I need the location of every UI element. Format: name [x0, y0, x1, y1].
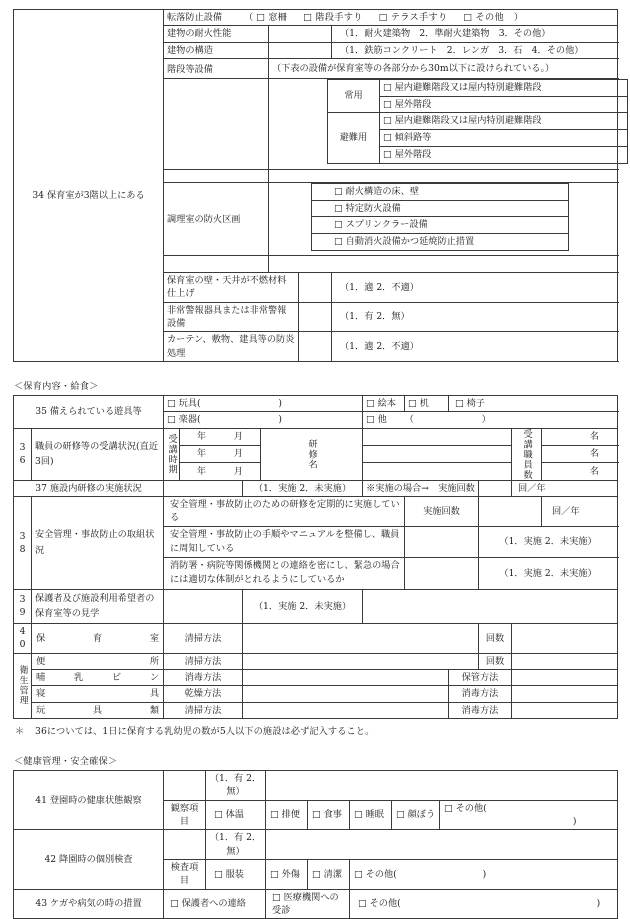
input-39[interactable] — [164, 589, 243, 623]
paren-close: ） — [513, 12, 523, 23]
row-number-38: 38 — [14, 497, 32, 590]
checkbox-fukusou[interactable]: □ 服装 — [206, 860, 266, 890]
footnote-text: 36については、1日に保育する乳幼児の数が5人以下の施設は必ず記入すること。 — [35, 726, 375, 738]
row-label-41: 41 登園時の健康状態観察 — [14, 771, 164, 830]
note-37: ※実施の場合→ 実施回数 — [363, 480, 479, 496]
hygiene-item-4: 玩 具 類 — [32, 702, 164, 718]
table-row — [14, 480, 618, 496]
options-37: （1．実施 2．未実施） — [243, 480, 363, 496]
hygiene-method-label-4: 清掃方法 — [164, 702, 243, 718]
checkbox-tokutei-bouka[interactable]: □ 特定防火設備 — [312, 200, 569, 217]
options-42: （1．有 2．無） — [206, 830, 266, 860]
safety-text-0: 安全管理・事故防止のための研修を定期的に実施している — [164, 497, 405, 527]
safety-options-1: （1．実施 2．未実施） — [479, 526, 618, 558]
free-41[interactable] — [266, 771, 618, 801]
count-unit-1[interactable]: 名 — [542, 446, 618, 463]
stairs-group-joyou-label: 常用 — [328, 79, 380, 113]
col-period-36: 受講時期 — [164, 428, 180, 480]
table-childcare — [13, 395, 618, 719]
table-row — [14, 497, 618, 527]
options-39: （1．実施 2．未実施） — [243, 589, 363, 623]
hygiene-method-value-1[interactable] — [243, 653, 479, 669]
row-label-39: 保護者及び施設利用希望者の保育室等の見学 — [32, 589, 164, 623]
stairs-group-hinan-label: 避難用 — [328, 113, 380, 163]
checkbox-gaishou[interactable]: □ 外傷 — [266, 860, 308, 890]
items-label-42: 検査項目 — [164, 860, 206, 890]
period-cell-2[interactable] — [180, 463, 261, 480]
instrument-paren-close: ) — [278, 414, 282, 426]
row-number-39: 39 — [14, 589, 32, 623]
checkbox-terrace-tesuri[interactable]: □ テラス手すり — [378, 12, 448, 23]
table-row — [14, 771, 618, 801]
input-41[interactable] — [164, 771, 206, 801]
checkbox-suimin[interactable]: □ 睡眠 — [350, 800, 392, 830]
footnote-mark: ＊ — [15, 726, 25, 738]
row-label-43: 43 ケガや病気の時の措置 — [14, 889, 164, 919]
row-label-42: 42 降園時の個別検査 — [14, 830, 164, 889]
checkbox-hogosha-renraku[interactable]: □ 保護者への連絡 — [164, 889, 266, 919]
row-label-37: 37 施設内研修の実施状況 — [14, 480, 164, 496]
safety-input-2[interactable] — [405, 558, 479, 590]
stairs-groups — [269, 78, 618, 169]
checkbox-jidou-shouka[interactable]: □ 自動消火設備かつ延焼防止措置 — [312, 234, 569, 251]
table-section-34 — [13, 9, 618, 362]
checkbox-hinan-2[interactable]: □ 傾斜路等 — [380, 130, 628, 147]
table-row — [14, 395, 618, 411]
table-row — [14, 686, 618, 702]
safety-text-1: 安全管理・事故防止の手順やマニュアルを整備し、職員に周知している — [164, 526, 405, 558]
safety-input-0[interactable] — [479, 497, 542, 527]
hygiene-item-0: 保 育 室 — [32, 623, 164, 653]
stairs-spacer-left — [164, 78, 269, 169]
toy-paren-close: ) — [278, 397, 282, 409]
checkbox-joyou-2[interactable]: □ 屋外階段 — [380, 96, 628, 113]
month-label-1: 月 — [233, 448, 244, 460]
count-input-37[interactable] — [479, 480, 512, 496]
stairs-label: 階段等設備 — [164, 59, 269, 79]
caption-spacer-2 — [13, 737, 617, 753]
checkbox-iryou-jushin[interactable]: □ 医療機関への受診 — [266, 889, 350, 919]
training-name-1[interactable] — [363, 446, 512, 463]
hygiene-method-label-1: 清掃方法 — [164, 653, 243, 669]
fire-resistance-options: （1．耐火建築物 2．準耐火建築物 3．その他） — [332, 26, 618, 42]
hygiene-second-label-1: 回数 — [479, 653, 512, 669]
input-42[interactable] — [164, 830, 206, 860]
checkbox-isu[interactable]: □ 椅子 — [449, 395, 618, 411]
year-label-1: 年 — [196, 448, 207, 460]
col-training-36: 研修名 — [261, 428, 363, 480]
checkbox-gangu[interactable]: □ 玩具( — [167, 397, 201, 409]
checkbox-sonota-43[interactable]: □ その他( ) — [350, 889, 618, 919]
bottom-row-label-0: 保育室の壁・天井が不燃材料仕上げ — [164, 272, 299, 302]
table-row — [14, 653, 618, 669]
row-label-34: 34 保育室が3階以上にある — [14, 10, 164, 362]
table-row — [312, 183, 569, 200]
table-row — [328, 113, 628, 130]
fire-resistance-input[interactable] — [269, 26, 332, 42]
table-row — [14, 702, 618, 718]
bottom-row-label-1: 非常警報器具または非常警報設備 — [164, 302, 299, 332]
kitchen-fire-inner-table — [311, 183, 569, 251]
checkbox-sprinkler[interactable]: □ スプリンクラー設備 — [312, 217, 569, 234]
hygiene-vertical-label: 衛生管理 — [14, 653, 32, 718]
month-label-2: 月 — [233, 465, 244, 477]
spacer-right — [269, 169, 618, 182]
hygiene-method-value-2[interactable] — [243, 670, 449, 686]
hygiene-method-value-4[interactable] — [243, 702, 449, 718]
table-row — [312, 200, 569, 217]
caption-health: ＜健康管理・安全確保＞ — [14, 756, 118, 768]
items-label-41: 観察項目 — [164, 800, 206, 830]
checkbox-sonota[interactable]: □ その他 — [463, 12, 504, 23]
year-label-2: 年 — [196, 465, 207, 477]
paren-open: （ — [243, 12, 254, 23]
col-count-36: 受講職員数 — [512, 428, 542, 480]
bottom-row-input-1[interactable] — [299, 302, 332, 332]
table-row — [14, 889, 618, 919]
checkbox-ehon[interactable]: □ 絵本 — [363, 395, 405, 411]
checkbox-kaobou[interactable]: □ 顔ぼう — [392, 800, 440, 830]
count-unit-0[interactable]: 名 — [542, 428, 618, 445]
instrument-field[interactable] — [164, 412, 363, 428]
hygiene-method-label-0: 清掃方法 — [164, 623, 243, 653]
hygiene-method-value-3[interactable] — [243, 686, 449, 702]
period-cell-1[interactable] — [180, 446, 261, 463]
checkbox-hoka[interactable]: □ 他 — [366, 414, 387, 426]
period-cell-0[interactable] — [180, 428, 261, 445]
table-row — [312, 234, 569, 251]
checkbox-taion[interactable]: □ 体温 — [206, 800, 266, 830]
kitchen-fire-items — [269, 182, 618, 255]
hygiene-second-value-1[interactable] — [512, 653, 618, 669]
safety-text-2: 消防署・病院等関係機関との連絡を密にし、緊急の場合には適切な体制がとれるようにしているか — [164, 558, 405, 590]
fall-prevention-label: 転落防止設備 — [167, 12, 223, 23]
hygiene-item-3: 寝 具 — [32, 686, 164, 702]
hygiene-item-2: 哺 乳 ビ ン — [32, 670, 164, 686]
table-row — [14, 623, 618, 653]
table-row — [14, 670, 618, 686]
structure-label: 建物の構造 — [164, 42, 269, 58]
hygiene-second-label-2: 保管方法 — [449, 670, 512, 686]
free-39[interactable] — [363, 589, 618, 623]
safety-mid-label-0: 実施回数 — [405, 497, 479, 527]
training-name-0[interactable] — [363, 428, 512, 445]
options-41: （1．有 2．無） — [206, 771, 266, 801]
checkbox-mado-saku[interactable]: □ 窓柵 — [256, 12, 288, 23]
year-label-0: 年 — [196, 431, 207, 443]
safety-input-1[interactable] — [405, 526, 479, 558]
checkbox-seiketsu[interactable]: □ 清潔 — [308, 860, 350, 890]
hygiene-item-1: 便 所 — [32, 653, 164, 669]
structure-options: （1．鉄筋コンクリート 2．レンガ 3．石 4．その他） — [332, 42, 618, 58]
training-name-2[interactable] — [363, 463, 512, 480]
checkbox-sonota-41[interactable]: □ その他( ) — [440, 800, 618, 830]
checkbox-tsukue[interactable]: □ 机 — [405, 395, 449, 411]
hygiene-second-value-3[interactable] — [512, 686, 618, 702]
safety-unit-0: 回／年 — [542, 497, 618, 527]
bottom-row-options-0: （1．適 2．不適） — [332, 272, 618, 302]
checkbox-hinan-1[interactable]: □ 屋内避難階段又は屋内特別避難階段 — [380, 113, 628, 130]
free-42[interactable] — [266, 830, 618, 860]
count-unit-2[interactable]: 名 — [542, 463, 618, 480]
other-paren-close: ） — [481, 414, 491, 426]
fall-prevention-row — [164, 10, 618, 26]
row-label-35: 35 備えられている遊具等 — [14, 395, 164, 428]
row-label-36: 職員の研修等の受講状況(直近3回) — [32, 428, 164, 480]
checkbox-taika-kouzou[interactable]: □ 耐火構造の床、壁 — [312, 183, 569, 200]
checkbox-gakki[interactable]: □ 楽器( — [167, 414, 201, 426]
table-row — [14, 10, 618, 26]
hygiene-method-label-2: 消毒方法 — [164, 670, 243, 686]
fire-resistance-label: 建物の耐火性能 — [164, 26, 269, 42]
checkbox-shokuji[interactable]: □ 食事 — [308, 800, 350, 830]
table-row — [14, 428, 618, 445]
other-paren-open: （ — [404, 414, 414, 426]
bottom-row-label-2: カーテン、敷物、建具等の防炎処理 — [164, 332, 299, 362]
table-row — [312, 217, 569, 234]
hygiene-second-value-2[interactable] — [512, 670, 618, 686]
table-health — [13, 770, 618, 919]
stairs-note: （下表の設備が保育室等の各部分から30m以下に設けられている。） — [269, 59, 618, 79]
hygiene-method-label-3: 乾燥方法 — [164, 686, 243, 702]
kitchen-fire-label: 調理室の防火区画 — [164, 182, 269, 255]
row-number-36: 36 — [14, 428, 32, 480]
spacer-left-2 — [164, 255, 269, 272]
month-label-0: 月 — [233, 431, 244, 443]
table-row — [14, 830, 618, 860]
table-row — [328, 79, 628, 96]
footnote — [15, 723, 617, 737]
table-row — [14, 589, 618, 623]
bottom-row-options-2: （1．適 2．不適） — [332, 332, 618, 362]
hygiene-second-label-3: 消毒方法 — [449, 686, 512, 702]
row-number-40: 40 — [14, 623, 32, 653]
caption-spacer-1 — [13, 362, 617, 378]
bottom-row-options-1: （1．有 2．無） — [332, 302, 618, 332]
spacer-right-2 — [269, 255, 618, 272]
bottom-row-input-2[interactable] — [299, 332, 332, 362]
structure-input[interactable] — [269, 42, 332, 58]
checkbox-haiben[interactable]: □ 排便 — [266, 800, 308, 830]
checkbox-sonota-42[interactable]: □ その他( ) — [350, 860, 618, 890]
hygiene-second-label-4: 消毒方法 — [449, 702, 512, 718]
hygiene-method-value-0[interactable] — [243, 623, 479, 653]
hygiene-second-value-0[interactable] — [512, 623, 618, 653]
count-unit-37: 回／年 — [512, 480, 618, 496]
stairs-inner-table — [327, 79, 628, 164]
caption-childcare: ＜保育内容・給食＞ — [14, 380, 99, 392]
input-37[interactable] — [164, 480, 243, 496]
other-toy-field[interactable] — [363, 412, 618, 428]
bottom-row-input-0[interactable] — [299, 272, 332, 302]
row-label-38: 安全管理・事故防止の取組状況 — [32, 497, 164, 590]
safety-options-2: （1．実施 2．未実施） — [479, 558, 618, 590]
checkbox-kaidan-tesuri[interactable]: □ 階段手すり — [303, 12, 363, 23]
checkbox-hinan-3[interactable]: □ 屋外階段 — [380, 146, 628, 163]
spacer-left — [164, 169, 269, 182]
checkbox-joyou-1[interactable]: □ 屋内避難階段又は屋内特別避難階段 — [380, 79, 628, 96]
top-spacer — [13, 0, 617, 9]
hygiene-second-label-0: 回数 — [479, 623, 512, 653]
toy-field[interactable] — [164, 395, 363, 411]
hygiene-second-value-4[interactable] — [512, 702, 618, 718]
